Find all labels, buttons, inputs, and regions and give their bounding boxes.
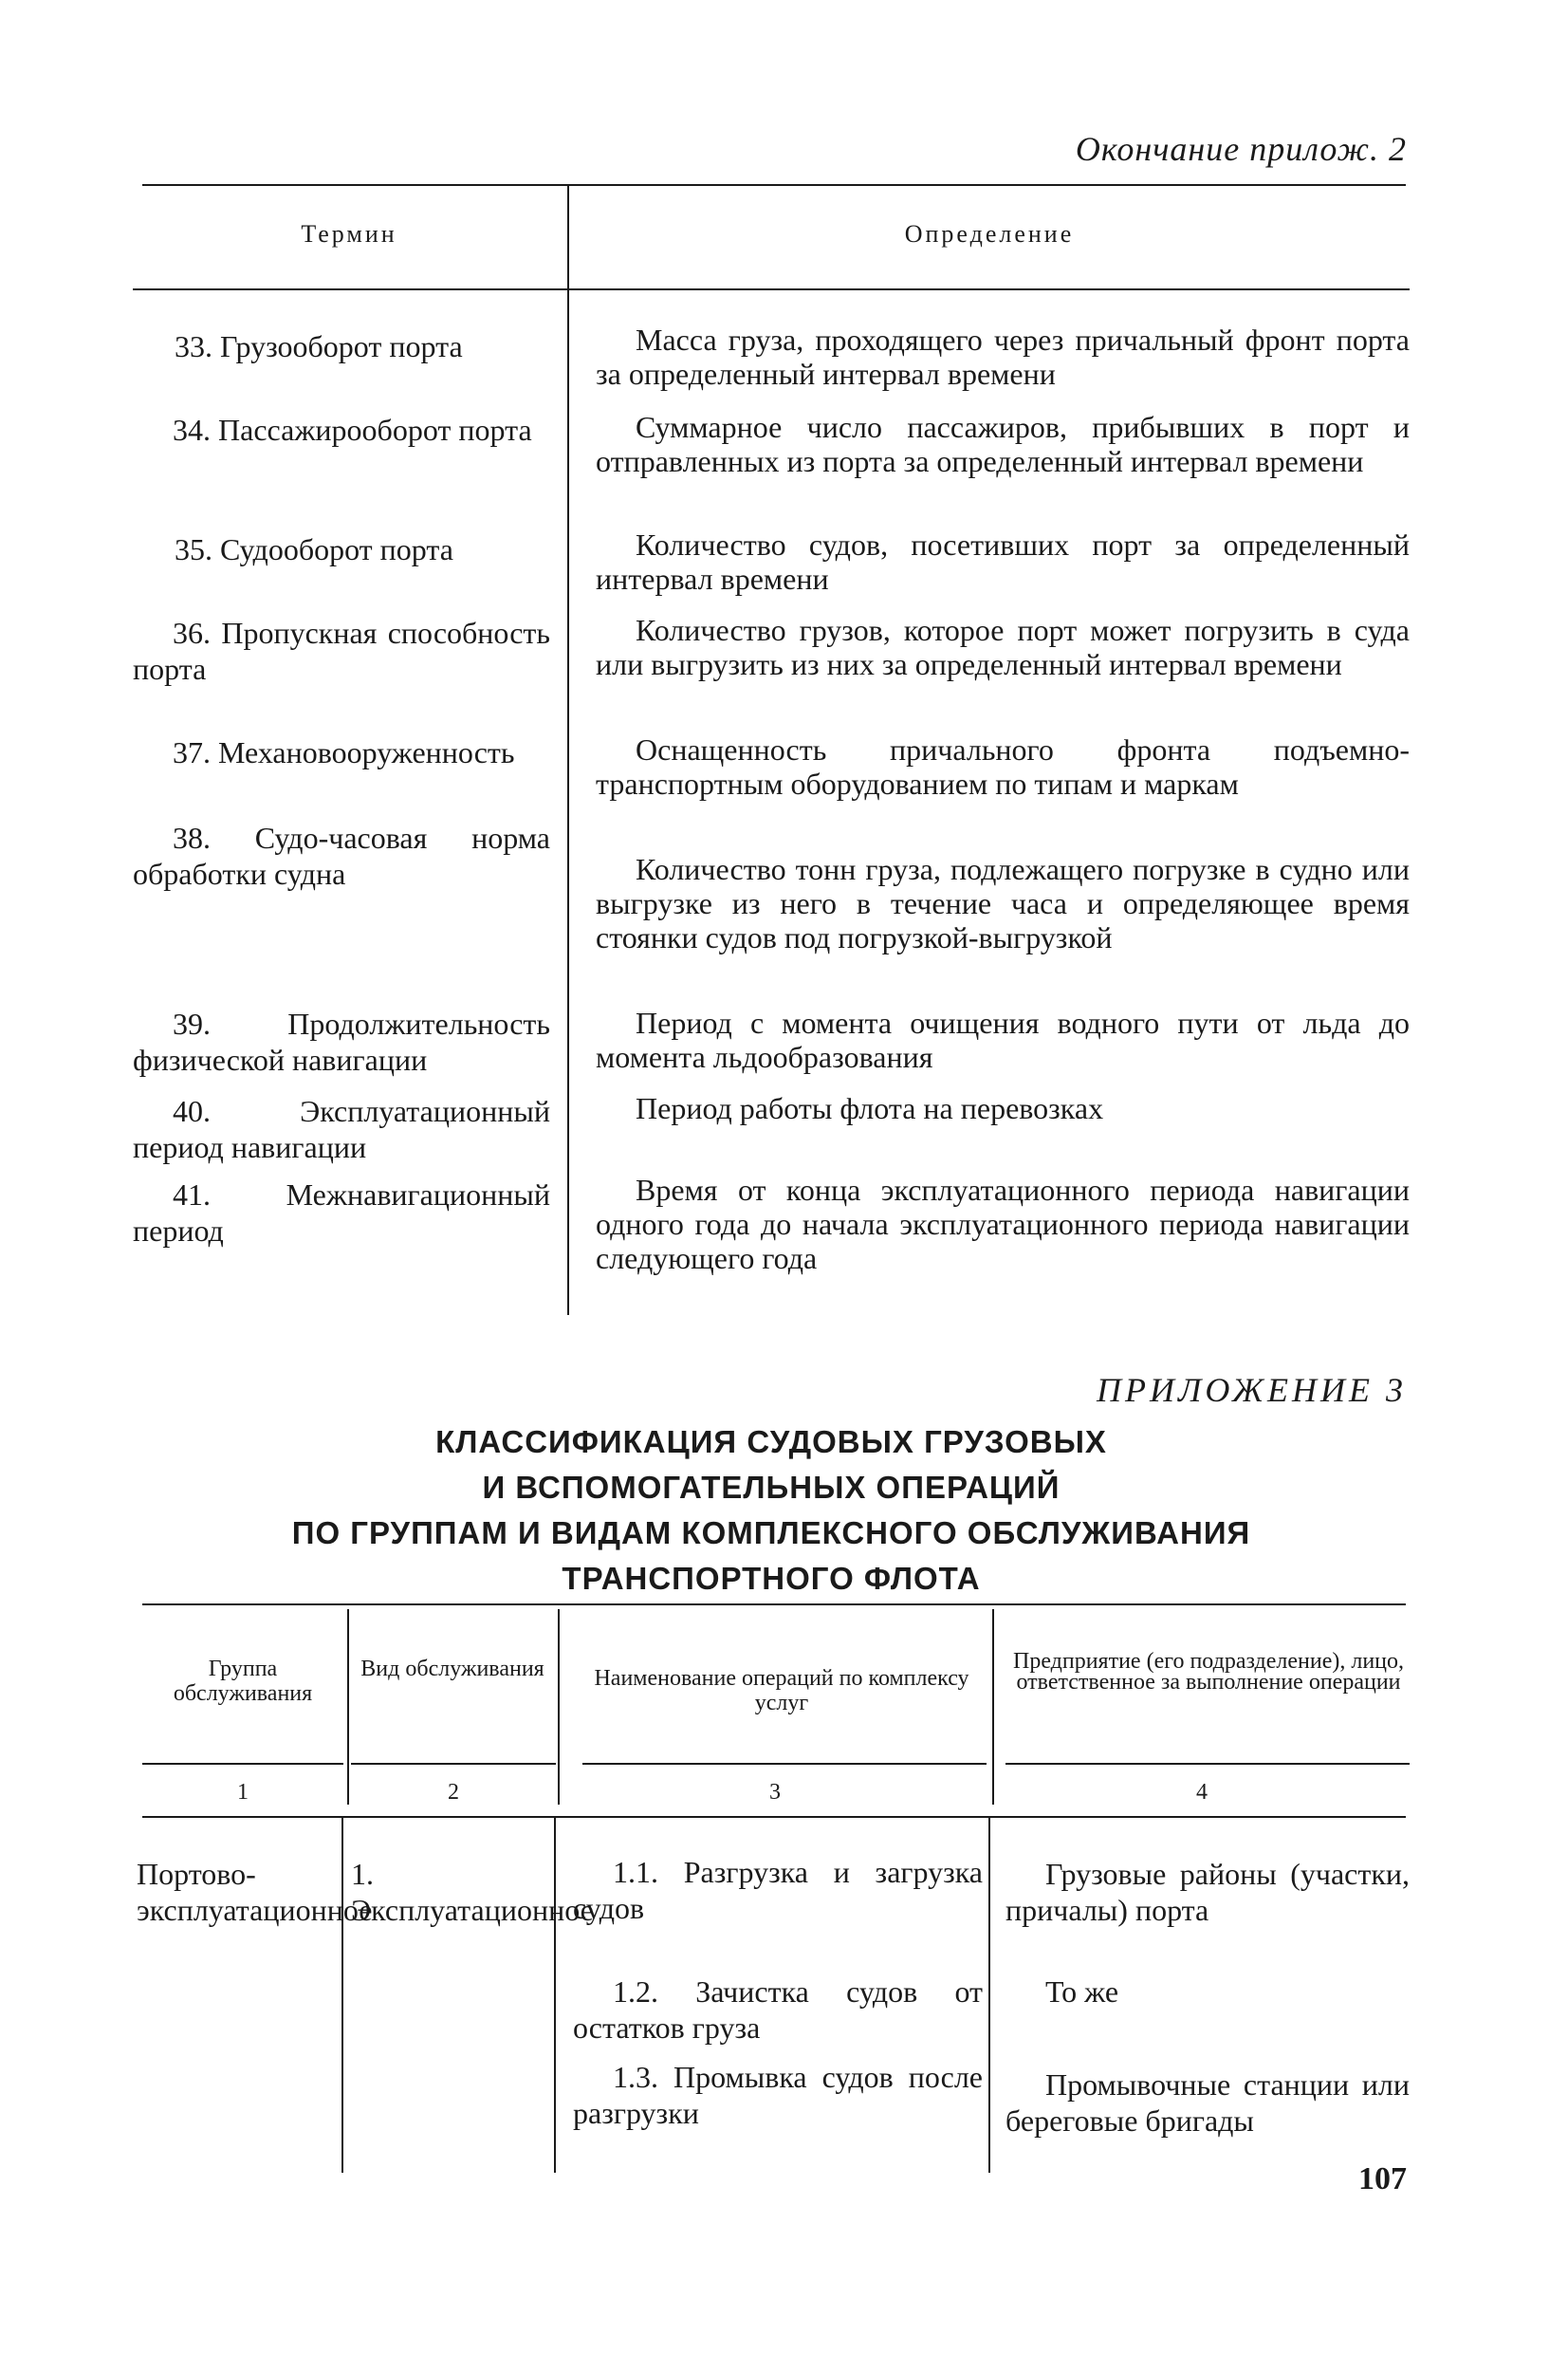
table1-definition-35-text: Количество судов, посетивших порт за определенный интервал времени — [596, 528, 1410, 596]
running-head: Окончание прилож. 2 — [1075, 130, 1407, 168]
table1-term-40-text: 40. Эксплуатационный период навигации — [133, 1094, 550, 1164]
table1-definition-41-text: Время от конца эксплуатационного периода навигации одного года до начала эксплуатационного периода навигации следующего года — [596, 1173, 1410, 1275]
table2-operation-2-text: 1.2. Зачистка судов от остатков груза — [573, 1974, 983, 2045]
table2-body-divider-3 — [988, 1818, 990, 2173]
table2-number-rule — [142, 1816, 1406, 1818]
table1-definition-41 — [596, 1173, 1410, 1275]
table2-responsible-1 — [1005, 1856, 1410, 1928]
table1-term-36-text: 36. Пропускная способность порта — [133, 616, 550, 686]
table1-definition-39 — [596, 1006, 1410, 1074]
table2-responsible-2 — [1005, 1973, 1410, 2010]
table1-term-37-text: 37. Механовооруженность — [173, 735, 515, 769]
table2-header-operation: Наименование операций по комплексу услуг — [594, 1666, 969, 1715]
table2-top-rule — [142, 1603, 1406, 1605]
table2-column-number-3: 3 — [769, 1780, 781, 1805]
appendix-title — [133, 1419, 1410, 1602]
table2-divider-3 — [992, 1609, 994, 1805]
table2-operation-3-text: 1.3. Промывка судов после разгрузки — [573, 2060, 983, 2130]
table1-term-37 — [133, 734, 550, 770]
table1-definition-39-text: Период с момента очищения водного пути от льда до момента льдообразования — [596, 1006, 1410, 1074]
table1-definition-33 — [596, 323, 1410, 391]
page-number: 107 — [1358, 2161, 1407, 2196]
table1-definition-40-text: Период работы флота на перевозках — [636, 1091, 1104, 1125]
table2-responsible-1-text: Грузовые районы (участки, причалы) порта — [1005, 1857, 1410, 1927]
table1-definition-38-text: Количество тонн груза, подлежащего погрузке в судно или выгрузке из него в течение часа и определяющее время стоянки судов под погрузкой-выгрузкой — [596, 852, 1410, 954]
table1-term-33: 33. Грузооборот порта — [175, 329, 463, 363]
table1-term-39 — [133, 1006, 550, 1078]
table1-term-40 — [133, 1093, 550, 1165]
table2-divider-2 — [558, 1609, 560, 1805]
table2-header-rule-4 — [1005, 1763, 1410, 1765]
table1-term-35: 35. Судооборот порта — [175, 532, 453, 566]
table2-header-group: Группа обслуживания — [173, 1657, 313, 1706]
table2-column-number-4: 4 — [1196, 1780, 1208, 1805]
table1-definition-38 — [596, 852, 1410, 954]
table2-column-number-2: 2 — [448, 1780, 459, 1805]
table2-operation-2 — [573, 1973, 983, 2046]
table2-responsible-2-text: То же — [1045, 1974, 1119, 2009]
table2-header-rule-1 — [142, 1763, 343, 1765]
appendix-title-line-4: ТРАНСПОРТНОГО ФЛОТА — [562, 1561, 981, 1596]
table2-responsible-3-text: Промывочные станции или береговые бригады — [1005, 2067, 1410, 2138]
table1-definition-36 — [596, 613, 1410, 681]
table1-header-definition: Определение — [904, 220, 1075, 248]
table1-header-rule — [133, 288, 1410, 290]
table2-column-number-1: 1 — [237, 1780, 249, 1805]
table2-header-rule-2 — [351, 1763, 556, 1765]
table1-definition-34 — [596, 410, 1410, 478]
table1-top-rule — [142, 184, 1406, 186]
table1-definition-34-text: Суммарное число пассажиров, прибывших в порт и отправленных из порта за определенный интервал времени — [596, 410, 1410, 478]
table1-term-39-text: 39. Продолжительность физической навигации — [133, 1007, 550, 1077]
table1-definition-40 — [596, 1091, 1410, 1125]
appendix-label: ПРИЛОЖЕНИЕ 3 — [1097, 1371, 1407, 1409]
table2-responsible-3 — [1005, 2066, 1410, 2139]
table1-definition-35 — [596, 528, 1410, 596]
table2-group: Портово-эксплуатационное — [137, 1857, 373, 1927]
table1-term-38 — [133, 820, 550, 892]
table1-header-term: Термин — [301, 220, 397, 248]
table1-column-divider — [567, 186, 569, 1315]
table2-operation-3 — [573, 2059, 983, 2131]
table1-definition-37 — [596, 732, 1410, 801]
table2-kind: 1. Эксплуатационное — [351, 1857, 594, 1927]
table2-header-responsible: Предприятие (его подразделение), лицо, ответственное за выполнение операции — [1012, 1649, 1405, 1695]
table2-header-kind: Вид обслуживания — [360, 1657, 544, 1681]
table2-operation-1-text: 1.1. Разгрузка и загрузка судов — [573, 1855, 983, 1925]
appendix-title-line-3: ПО ГРУППАМ И ВИДАМ КОМПЛЕКСНОГО ОБСЛУЖИВАНИЯ — [291, 1515, 1251, 1550]
table1-term-41 — [133, 1176, 550, 1249]
table2-header-rule-3 — [582, 1763, 987, 1765]
table2-operation-1 — [573, 1854, 983, 1926]
table1-term-38-text: 38. Судо-часовая норма обработки судна — [133, 821, 550, 891]
appendix-title-line-1: КЛАССИФИКАЦИЯ СУДОВЫХ ГРУЗОВЫХ — [435, 1424, 1107, 1459]
table2-body-divider-1 — [341, 1818, 343, 2173]
appendix-title-line-2: И ВСПОМОГАТЕЛЬНЫХ ОПЕРАЦИЙ — [482, 1470, 1061, 1505]
table1-definition-37-text: Оснащенность причального фронта подъемно-транспортным оборудованием по типам и маркам — [596, 732, 1410, 801]
table1-term-34-text: 34. Пассажирооборот порта — [173, 413, 532, 447]
table1-term-34 — [133, 412, 550, 448]
table2-divider-1 — [347, 1609, 349, 1805]
table1-term-41-text: 41. Межнавигационный период — [133, 1177, 550, 1248]
table1-term-36 — [133, 615, 550, 687]
table1-definition-33-text: Масса груза, проходящего через причальный фронт порта за определенный интервал времени — [596, 323, 1410, 391]
table1-definition-36-text: Количество грузов, которое порт может погрузить в суда или выгрузить из них за определенный интервал времени — [596, 613, 1410, 681]
table2-body-divider-2 — [554, 1818, 556, 2173]
